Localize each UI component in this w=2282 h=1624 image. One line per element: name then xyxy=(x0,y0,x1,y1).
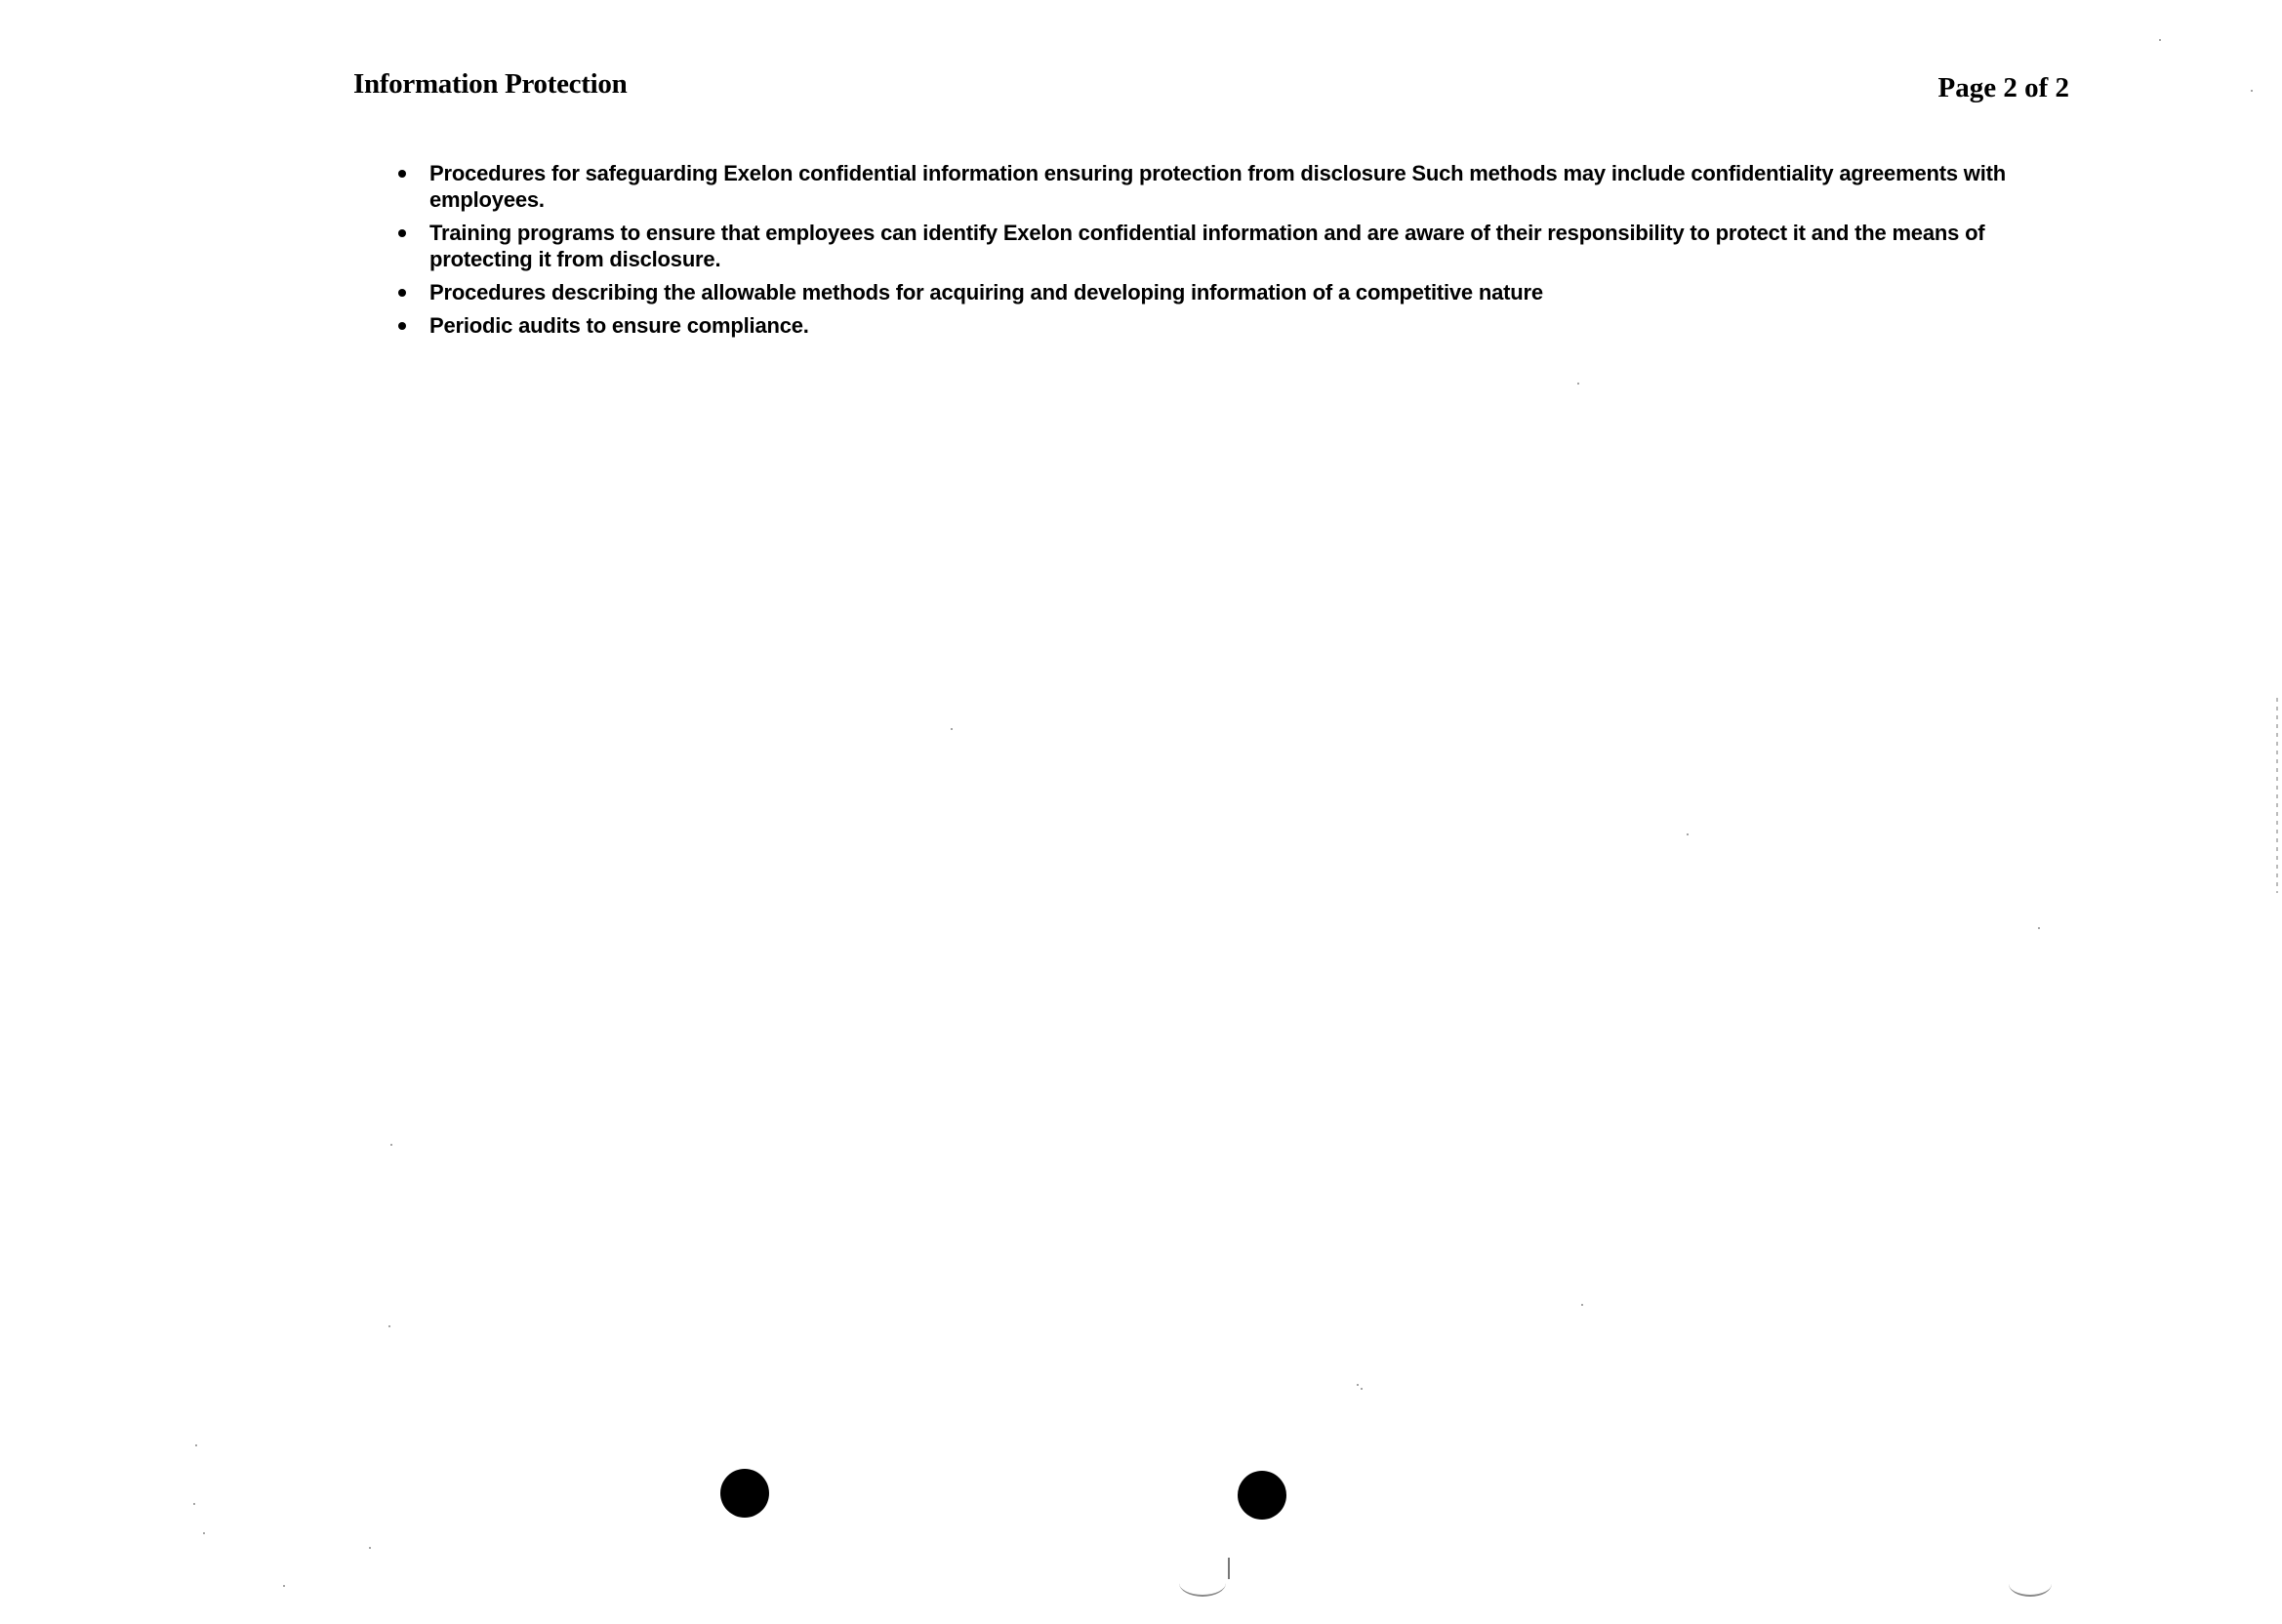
scan-artifact-arc xyxy=(1179,1569,1226,1597)
scan-speck xyxy=(1361,1388,1363,1390)
bullet-icon xyxy=(398,322,406,330)
list-item xyxy=(390,220,2050,272)
list-item xyxy=(390,312,2050,339)
bullet-icon xyxy=(398,229,406,237)
scan-speck xyxy=(2038,927,2040,929)
scan-speck xyxy=(203,1532,205,1534)
scan-speck xyxy=(1577,383,1579,385)
page-number: Page 2 of 2 xyxy=(1937,72,2069,103)
scan-artifact-arc xyxy=(2009,1571,2052,1597)
document-title: Information Protection xyxy=(353,68,628,100)
scan-speck xyxy=(390,1144,392,1146)
scan-speck xyxy=(1357,1384,1359,1386)
scan-speck xyxy=(283,1585,285,1587)
list-item xyxy=(390,160,2050,213)
bullet-icon xyxy=(398,289,406,297)
scan-edge-mark xyxy=(2276,698,2278,893)
scan-speck xyxy=(1581,1304,1583,1306)
scan-speck xyxy=(951,728,953,730)
scan-speck xyxy=(2159,39,2161,41)
punch-hole-right xyxy=(1238,1471,1286,1520)
bullet-icon xyxy=(398,170,406,178)
list-item-text: Periodic audits to ensure compliance. xyxy=(429,313,809,338)
list-item-text: Training programs to ensure that employees can identify Exelon confidential information and are aware of their responsibility to protect it and the means of protecting it from disclosure. xyxy=(429,221,1985,271)
list-item xyxy=(390,279,2050,305)
list-item-text: Procedures describing the allowable methods for acquiring and developing information of a competitive nature xyxy=(429,280,1543,304)
scan-speck xyxy=(388,1325,390,1327)
scan-speck xyxy=(195,1444,197,1446)
bullet-list xyxy=(390,160,2050,345)
punch-hole-left xyxy=(720,1469,769,1518)
scan-speck xyxy=(193,1503,195,1505)
list-item-text: Procedures for safeguarding Exelon confidential information ensuring protection from disclosure Such methods may include confidentiality agreements with employees. xyxy=(429,161,2006,212)
scan-artifact-line xyxy=(1228,1558,1230,1579)
scan-speck xyxy=(2251,90,2253,92)
scan-speck xyxy=(1687,833,1689,835)
scan-speck xyxy=(369,1547,371,1549)
